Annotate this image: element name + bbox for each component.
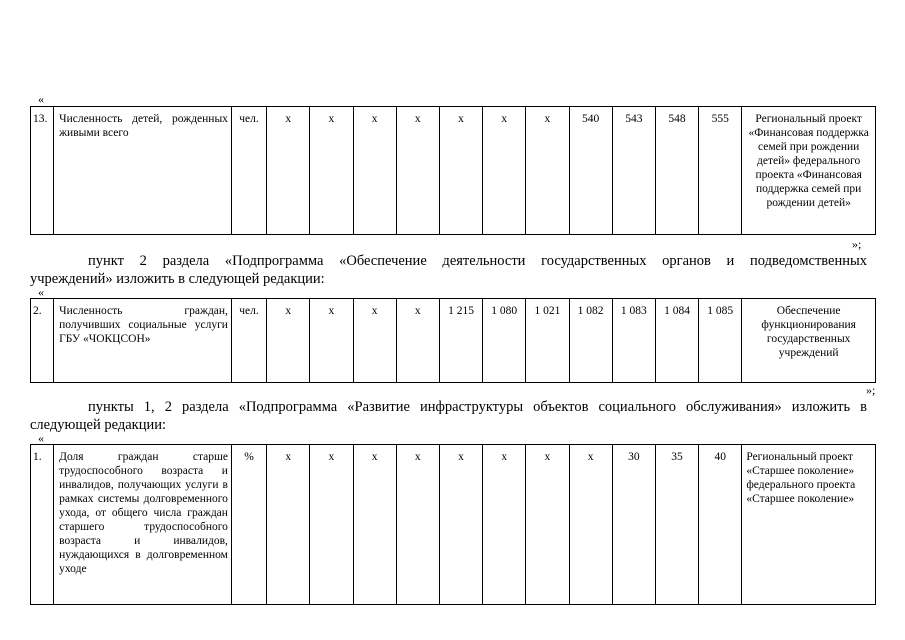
value-cell: х [310, 107, 353, 235]
indicator-name: Численность граждан, получивших социальные услуги ГБУ «ЧОКЦСОН» [54, 299, 232, 383]
value-cell: х [310, 299, 353, 383]
paragraph-line: пункт 2 раздела «Подпрограмма «Обеспечение деятельности государственных органов и подведомственных [88, 253, 867, 269]
value-cell: 1 021 [526, 299, 569, 383]
value-cell: х [439, 107, 482, 235]
value-cell: х [569, 445, 612, 605]
unit-cell: чел. [231, 299, 266, 383]
paragraph-line: пункты 1, 2 раздела «Подпрограмма «Развитие инфраструктуры объектов социального обслуживания» изложить в [88, 399, 867, 415]
row-number: 13. [31, 107, 54, 235]
program-note: Региональный проект «Старшее поколение» федерального проекта «Старшее поколение» [742, 445, 876, 605]
value-cell: х [310, 445, 353, 605]
paragraph-line: следующей редакции: [30, 417, 167, 433]
value-cell: 1 085 [699, 299, 742, 383]
value-cell: х [267, 445, 310, 605]
value-cell: 1 083 [612, 299, 655, 383]
program-note: Региональный проект «Финансовая поддержка семей при рождении детей» федерального проекта «Финансовая поддержка семей при рождении детей» [742, 107, 876, 235]
value-cell: 30 [612, 445, 655, 605]
opening-quote-3: « [38, 431, 44, 445]
closing-quote-2: »; [866, 383, 876, 397]
value-cell: 555 [699, 107, 742, 235]
value-cell: 40 [699, 445, 742, 605]
value-cell: х [396, 299, 439, 383]
paragraph-line: учреждений» изложить в следующей редакции: [30, 271, 325, 287]
opening-quote-2: « [38, 285, 44, 299]
value-cell: х [353, 299, 396, 383]
value-cell: х [396, 445, 439, 605]
value-cell: х [353, 107, 396, 235]
unit-cell: % [231, 445, 266, 605]
value-cell: х [267, 299, 310, 383]
indicator-table-3 [30, 444, 876, 605]
value-cell: х [483, 107, 526, 235]
indicator-name: Доля граждан старше трудоспособного возраста и инвалидов, получающих услуги в рамках системы долговременного ухода, от общего числа граждан старшего трудоспособного возраста и инвалидов, нуждающихся в долговременном уходе [54, 445, 232, 605]
value-cell: х [353, 445, 396, 605]
program-note: Обеспечение функционирования государственных учреждений [742, 299, 876, 383]
value-cell: х [526, 107, 569, 235]
value-cell: х [526, 445, 569, 605]
row-number: 2. [31, 299, 54, 383]
value-cell: 1 215 [439, 299, 482, 383]
value-cell: 540 [569, 107, 612, 235]
unit-cell: чел. [231, 107, 266, 235]
value-cell: 543 [612, 107, 655, 235]
table-row [31, 299, 876, 383]
table-row [31, 445, 876, 605]
instruction-paragraph-2 [30, 398, 867, 434]
instruction-paragraph-1 [30, 252, 867, 288]
row-number: 1. [31, 445, 54, 605]
indicator-name: Численность детей, рожденных живыми всего [54, 107, 232, 235]
value-cell: 1 080 [483, 299, 526, 383]
table-row [31, 107, 876, 235]
value-cell: х [267, 107, 310, 235]
opening-quote-1: « [38, 92, 44, 106]
indicator-table-1 [30, 106, 876, 235]
value-cell: 1 082 [569, 299, 612, 383]
value-cell: 548 [655, 107, 698, 235]
value-cell: х [439, 445, 482, 605]
value-cell: х [396, 107, 439, 235]
value-cell: х [483, 445, 526, 605]
value-cell: 1 084 [655, 299, 698, 383]
value-cell: 35 [655, 445, 698, 605]
indicator-table-2 [30, 298, 876, 383]
closing-quote-1: »; [852, 237, 862, 251]
